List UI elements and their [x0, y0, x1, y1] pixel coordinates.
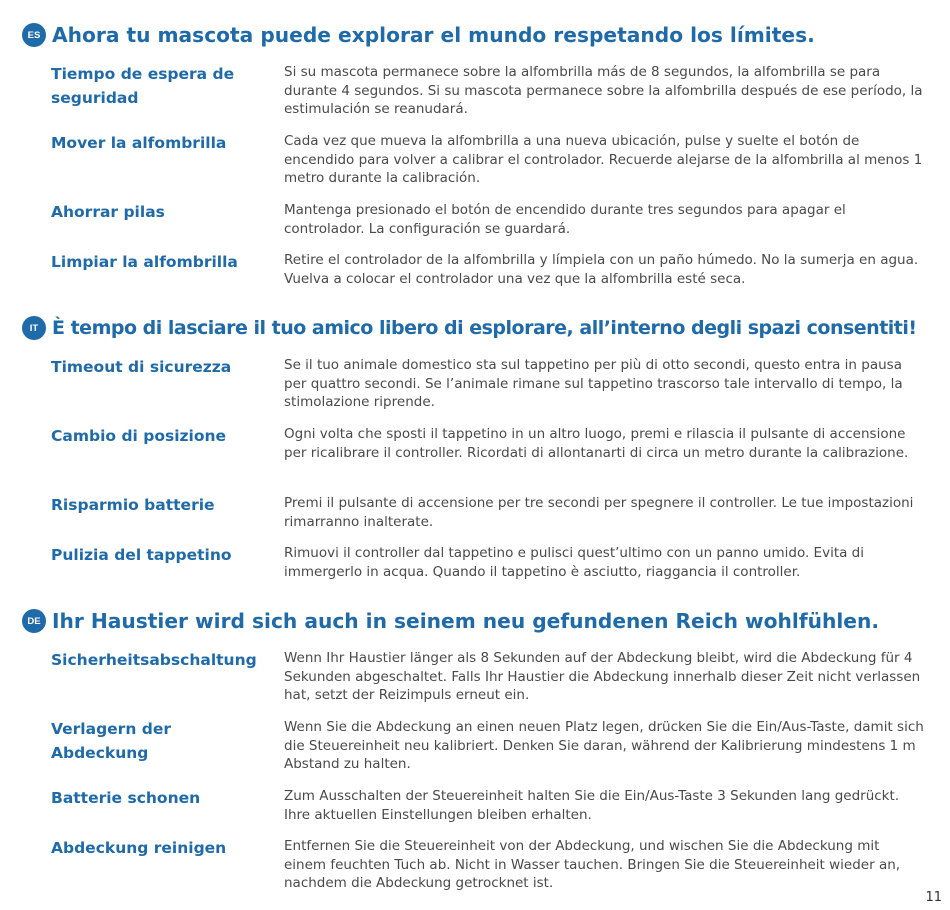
item-term: Pulizia del tappetino: [51, 546, 232, 564]
item-description: Wenn Sie die Abdeckung an einen neuen Platz legen, drücken Sie die Ein/Aus-Taste, damit sich die Steuereinheit neu kalibriert. Denken Sie daran, während der Kalibrierung mindestens 1 m Abstand zu halten.: [284, 719, 924, 772]
item-term: Abdeckung reinigen: [51, 839, 227, 857]
section-heading: [22, 604, 932, 638]
language-badge: ES: [22, 23, 46, 47]
item-description: Zum Ausschalten der Steuereinheit halten Sie die Ein/Aus-Taste 3 Sekunden lang gedrückt. Ihre aktuellen Einstellungen bleiben erhalten.: [284, 788, 900, 823]
item-description: Si su mascota permanece sobre la alfombrilla más de 8 segundos, la alfombrilla se para durante 4 segundos. Si su mascota permanece sobre la alfombrilla después de ese período, la estimulación se reanudará.: [284, 64, 923, 117]
section-es: [22, 18, 932, 290]
section-items: [22, 355, 932, 583]
section-title: Ihr Haustier wird sich auch in seinem neu gefundenen Reich wohlfühlen.: [52, 609, 880, 633]
section-items: [22, 648, 932, 896]
item-term: Sicherheitsabschaltung: [51, 651, 257, 669]
section-title: È tempo di lasciare il tuo amico libero di esplorare, all’interno degli spazi consentiti!: [52, 317, 917, 339]
item-description: Se il tuo animale domestico sta sul tappetino per più di otto secondi, questo entra in pausa per quattro secondi. Se l’animale rimane sul tappetino trascorso tale intervallo di tempo, la stimolazione riprende.: [284, 357, 903, 410]
item-description: Retire el controlador de la alfombrilla y límpiela con un paño húmedo. No la sumerja en agua. Vuelva a colocar el controlador una vez que la alfombrilla esté seca.: [284, 252, 919, 287]
item-description: Wenn Ihr Haustier länger als 8 Sekunden auf der Abdeckung bleibt, wird die Abdeckung für 4 Sekunden abgeschaltet. Falls Ihr Haustier die Abdeckung innerhalb dieser Zeit nicht verlassen hat, setzt der Reizimpuls erneut ein.: [284, 650, 921, 703]
list-item: [22, 717, 932, 786]
item-term: Limpiar la alfombrilla: [51, 253, 238, 271]
item-term: Timeout di sicurezza: [51, 358, 232, 376]
item-description: Rimuovi il controller dal tappetino e pulisci quest’ultimo con un panno umido. Evita di immergerlo in acqua. Quando il tappetino è asciutto, riaggancia il controller.: [284, 545, 864, 580]
section-heading: [22, 311, 932, 345]
section-title: Ahora tu mascota puede explorar el mundo respetando los límites.: [52, 23, 815, 47]
language-badge: IT: [22, 316, 46, 340]
item-description: Premi il pulsante di accensione per tre secondi per spegnere il controller. Le tue impostazioni rimarranno inalterate.: [284, 495, 914, 530]
item-description: Ogni volta che sposti il tappetino in un altro luogo, premi e rilascia il pulsante di accensione per ricalibrare il controller. Ricordati di allontanarti di circa un metro durante la calibrazione.: [284, 426, 909, 461]
item-term: Ahorrar pilas: [51, 203, 165, 221]
section-it: [22, 311, 932, 583]
item-term: Mover la alfombrilla: [51, 134, 227, 152]
list-item: [22, 836, 932, 896]
list-item: [22, 786, 932, 836]
item-term: Batterie schonen: [51, 789, 201, 807]
item-term: Cambio di posizione: [51, 427, 227, 445]
list-item: [22, 131, 932, 200]
section-items: [22, 62, 932, 290]
list-item: [22, 355, 932, 424]
list-item: [22, 493, 932, 543]
list-item: [22, 200, 932, 250]
item-description: Cada vez que mueva la alfombrilla a una nueva ubicación, pulse y suelte el botón de encendido para volver a calibrar el controlador. Recuerde alejarse de la alfombrilla al menos 1 metro durante la calibración.: [284, 133, 923, 186]
item-description: Entfernen Sie die Steuereinheit von der Abdeckung, und wischen Sie die Abdeckung mit einem feuchten Tuch ab. Nicht in Wasser tauchen. Bringen Sie die Steuereinheit wieder an, nachdem die Abdeckung getrocknet ist.: [284, 838, 901, 891]
list-item: [22, 424, 932, 493]
section-de: [22, 604, 932, 896]
list-item: [22, 250, 932, 290]
item-term: Verlagern der Abdeckung: [51, 720, 172, 762]
page-number: 11: [925, 890, 942, 905]
item-description: Mantenga presionado el botón de encendido durante tres segundos para apagar el controlador. La configuración se guardará.: [284, 202, 846, 237]
list-item: [22, 543, 932, 583]
list-item: [22, 648, 932, 717]
language-badge: DE: [22, 609, 46, 633]
section-heading: [22, 18, 932, 52]
list-item: [22, 62, 932, 131]
item-term: Tiempo de espera de seguridad: [51, 65, 235, 107]
item-term: Risparmio batterie: [51, 496, 215, 514]
